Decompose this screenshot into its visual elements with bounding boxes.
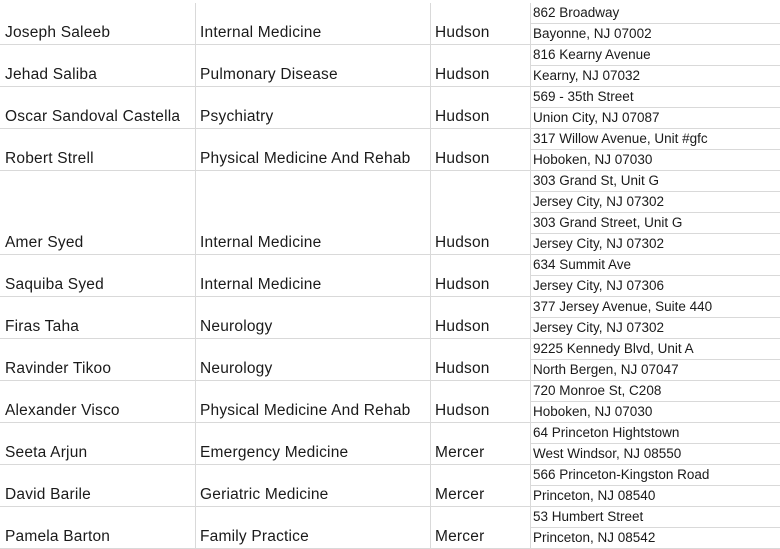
specialty-cell[interactable] (195, 129, 431, 170)
address-cell[interactable] (530, 465, 780, 506)
name-cell-text: Jehad Saliba (5, 66, 98, 83)
address-line-divider (530, 65, 780, 66)
address-line: Jersey City, NJ 07302 (533, 236, 665, 251)
address-line: Jersey City, NJ 07302 (533, 320, 665, 335)
name-cell-text: Alexander Visco (5, 402, 120, 419)
address-line: 303 Grand St, Unit G (533, 173, 660, 188)
address-cell[interactable] (530, 129, 780, 170)
county-cell[interactable] (430, 507, 531, 548)
address-cell[interactable] (530, 339, 780, 380)
name-cell-text: Oscar Sandoval Castella (5, 108, 181, 125)
address-line: Union City, NJ 07087 (533, 110, 660, 125)
county-cell[interactable] (430, 339, 531, 380)
address-cell[interactable] (530, 3, 780, 44)
table-row (0, 339, 780, 381)
address-line-divider (530, 233, 780, 234)
name-cell[interactable] (0, 87, 196, 128)
address-cell[interactable] (530, 297, 780, 338)
name-cell[interactable] (0, 255, 196, 296)
address-line-divider (530, 443, 780, 444)
address-line-divider (530, 212, 780, 213)
county-cell[interactable] (430, 129, 531, 170)
address-line: 816 Kearny Avenue (533, 47, 651, 62)
address-line-divider (530, 275, 780, 276)
address-cell[interactable] (530, 423, 780, 464)
address-line: 317 Willow Avenue, Unit #gfc (533, 131, 708, 146)
specialty-cell-text: Internal Medicine (200, 234, 322, 251)
specialty-cell-text: Emergency Medicine (200, 444, 349, 461)
county-cell-text: Hudson (435, 276, 490, 293)
specialty-cell-text: Psychiatry (200, 108, 274, 125)
address-line-divider (530, 107, 780, 108)
address-line-divider (530, 317, 780, 318)
address-line: Hoboken, NJ 07030 (533, 404, 653, 419)
specialty-cell[interactable] (195, 171, 431, 254)
specialty-cell-text: Internal Medicine (200, 276, 322, 293)
address-cell[interactable] (530, 171, 780, 254)
address-line: Jersey City, NJ 07306 (533, 278, 665, 293)
address-line: Bayonne, NJ 07002 (533, 26, 652, 41)
specialty-cell[interactable] (195, 465, 431, 506)
table-row (0, 507, 780, 549)
county-cell[interactable] (430, 465, 531, 506)
name-cell-text: Joseph Saleeb (5, 24, 111, 41)
name-cell[interactable] (0, 297, 196, 338)
address-cell[interactable] (530, 381, 780, 422)
table-row (0, 171, 780, 255)
county-cell-text: Hudson (435, 150, 490, 167)
address-line: 720 Monroe St, C208 (533, 383, 662, 398)
name-cell[interactable] (0, 45, 196, 86)
county-cell-text: Hudson (435, 108, 490, 125)
address-line: Kearny, NJ 07032 (533, 68, 641, 83)
specialty-cell-text: Geriatric Medicine (200, 486, 329, 503)
address-line: 9225 Kennedy Blvd, Unit A (533, 341, 694, 356)
table-row (0, 381, 780, 423)
county-cell-text: Hudson (435, 66, 490, 83)
address-line-divider (530, 191, 780, 192)
county-cell-text: Hudson (435, 318, 490, 335)
specialty-cell-text: Physical Medicine And Rehab (200, 402, 411, 419)
specialty-cell-text: Internal Medicine (200, 24, 322, 41)
table-row (0, 129, 780, 171)
county-cell-text: Hudson (435, 402, 490, 419)
name-cell-text: David Barile (5, 486, 91, 503)
table-row (0, 423, 780, 465)
address-line: 569 - 35th Street (533, 89, 634, 104)
specialty-cell[interactable] (195, 87, 431, 128)
county-cell-text: Hudson (435, 24, 490, 41)
specialty-cell[interactable] (195, 255, 431, 296)
address-line: 862 Broadway (533, 5, 620, 20)
county-cell[interactable] (430, 381, 531, 422)
specialty-cell-text: Physical Medicine And Rehab (200, 150, 411, 167)
name-cell[interactable] (0, 129, 196, 170)
specialty-cell[interactable] (195, 507, 431, 548)
county-cell[interactable] (430, 3, 531, 44)
specialty-cell-text: Neurology (200, 318, 273, 335)
address-line: Princeton, NJ 08540 (533, 488, 656, 503)
name-cell-text: Seeta Arjun (5, 444, 88, 461)
name-cell[interactable] (0, 465, 196, 506)
table-row (0, 297, 780, 339)
county-cell[interactable] (430, 255, 531, 296)
address-cell[interactable] (530, 255, 780, 296)
name-cell[interactable] (0, 507, 196, 548)
county-cell[interactable] (430, 297, 531, 338)
specialty-cell[interactable] (195, 423, 431, 464)
address-cell[interactable] (530, 45, 780, 86)
table-row (0, 87, 780, 129)
county-cell[interactable] (430, 171, 531, 254)
address-line: West Windsor, NJ 08550 (533, 446, 682, 461)
address-line-divider (530, 359, 780, 360)
address-line: Princeton, NJ 08542 (533, 530, 656, 545)
name-cell[interactable] (0, 423, 196, 464)
address-line-divider (530, 401, 780, 402)
table-row (0, 255, 780, 297)
name-cell[interactable] (0, 381, 196, 422)
address-line: 303 Grand Street, Unit G (533, 215, 683, 230)
address-line: 377 Jersey Avenue, Suite 440 (533, 299, 713, 314)
address-cell[interactable] (530, 507, 780, 548)
name-cell-text: Ravinder Tikoo (5, 360, 112, 377)
address-line: 64 Princeton Hightstown (533, 425, 680, 440)
specialty-cell-text: Pulmonary Disease (200, 66, 338, 83)
name-cell[interactable] (0, 171, 196, 254)
name-cell-text: Amer Syed (5, 234, 84, 251)
specialty-cell[interactable] (195, 339, 431, 380)
name-cell-text: Firas Taha (5, 318, 80, 335)
address-line-divider (530, 149, 780, 150)
address-line-divider (530, 485, 780, 486)
address-line: 634 Summit Ave (533, 257, 632, 272)
name-cell-text: Robert Strell (5, 150, 94, 167)
specialty-cell-text: Family Practice (200, 528, 309, 545)
county-cell[interactable] (430, 87, 531, 128)
specialty-cell[interactable] (195, 297, 431, 338)
county-cell-text: Mercer (435, 486, 485, 503)
address-line: Jersey City, NJ 07302 (533, 194, 665, 209)
address-line: North Bergen, NJ 07047 (533, 362, 679, 377)
name-cell-text: Saquiba Syed (5, 276, 104, 293)
table-row (0, 45, 780, 87)
address-line: Hoboken, NJ 07030 (533, 152, 653, 167)
address-line: 53 Humbert Street (533, 509, 644, 524)
address-line: 566 Princeton-Kingston Road (533, 467, 710, 482)
address-line-divider (530, 527, 780, 528)
specialty-cell[interactable] (195, 381, 431, 422)
county-cell[interactable] (430, 423, 531, 464)
specialty-cell[interactable] (195, 3, 431, 44)
name-cell-text: Pamela Barton (5, 528, 111, 545)
name-cell[interactable] (0, 3, 196, 44)
county-cell-text: Hudson (435, 234, 490, 251)
address-cell[interactable] (530, 87, 780, 128)
address-line-divider (530, 23, 780, 24)
table-row (0, 465, 780, 507)
name-cell[interactable] (0, 339, 196, 380)
specialty-cell[interactable] (195, 45, 431, 86)
county-cell-text: Hudson (435, 360, 490, 377)
county-cell[interactable] (430, 45, 531, 86)
specialty-cell-text: Neurology (200, 360, 273, 377)
table-row (0, 3, 780, 45)
county-cell-text: Mercer (435, 444, 485, 461)
county-cell-text: Mercer (435, 528, 485, 545)
